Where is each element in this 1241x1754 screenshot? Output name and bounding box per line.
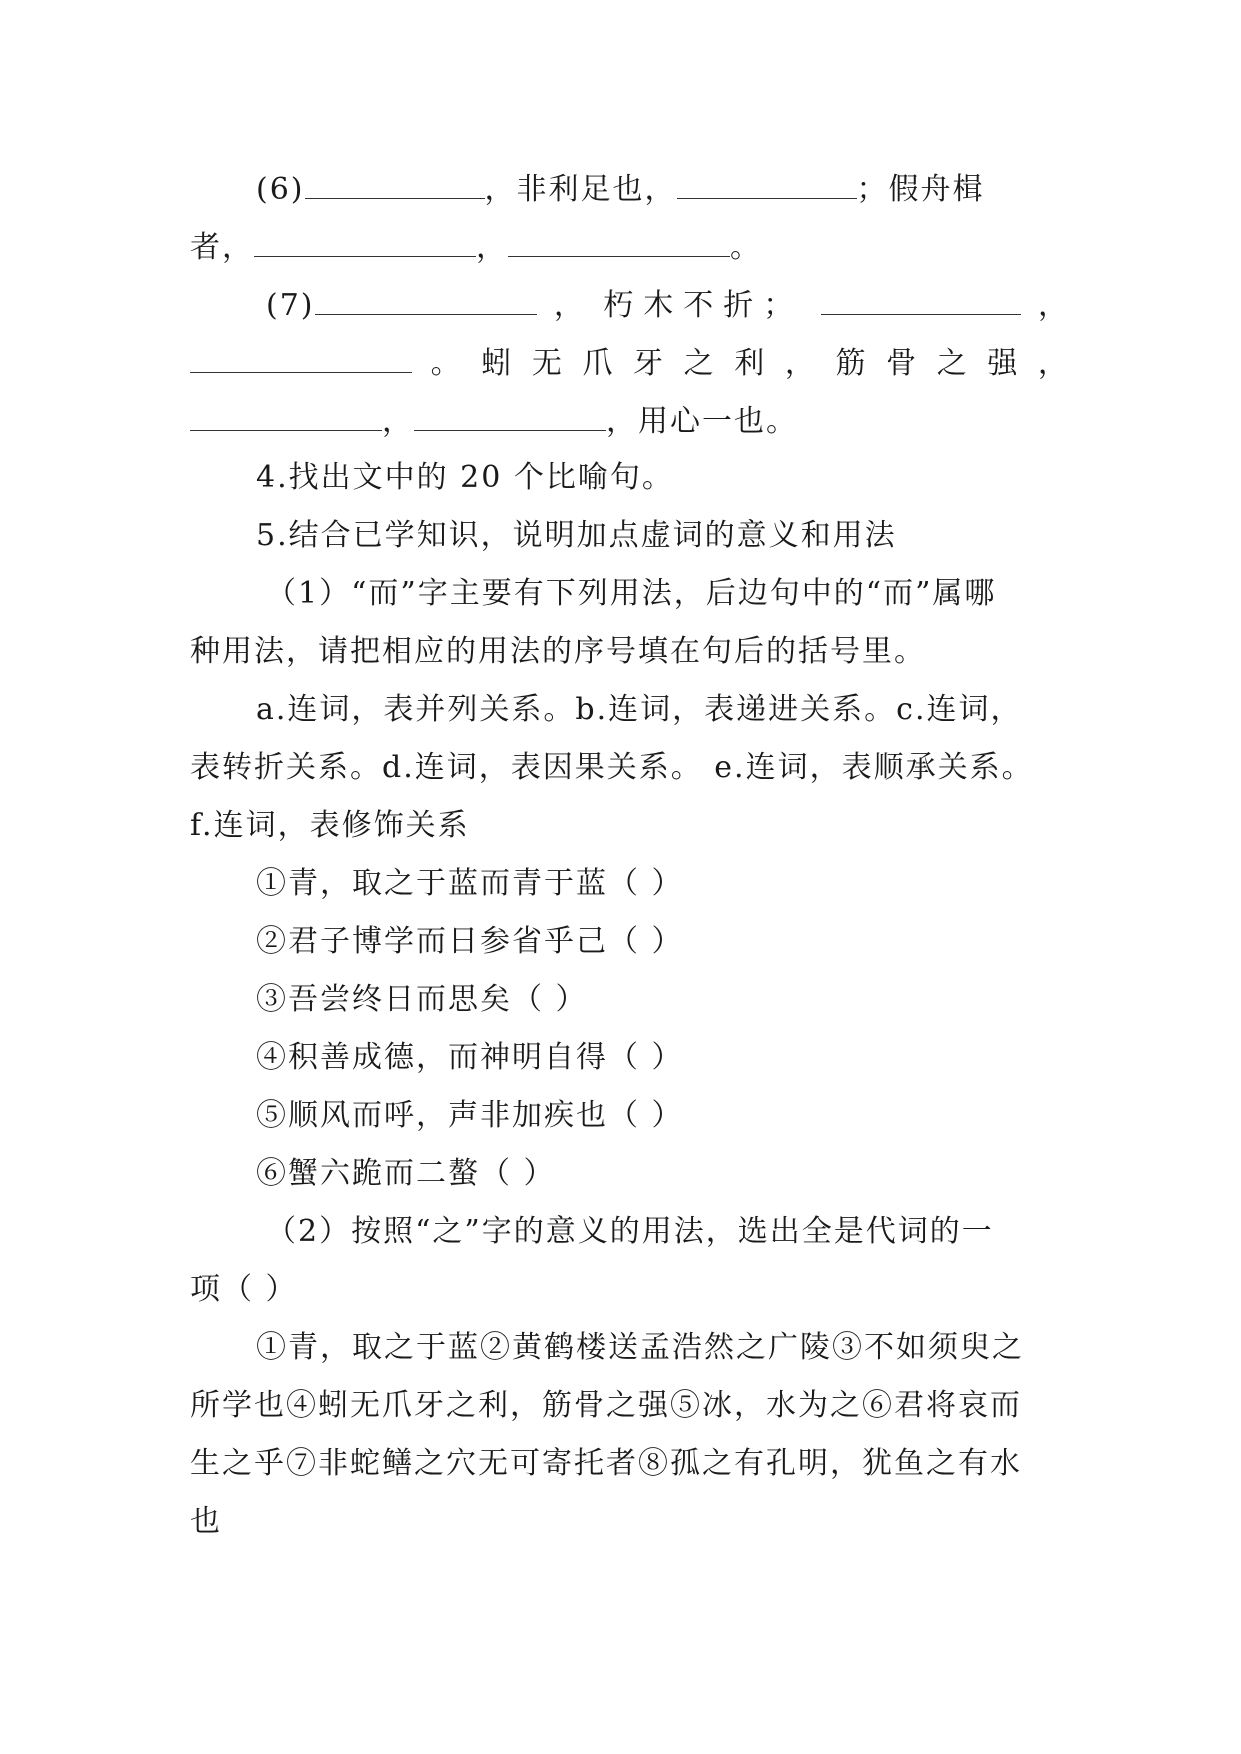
- q3-item7-text3: 用心一也。: [638, 404, 798, 439]
- q3-item7-line2: [190, 342, 1070, 384]
- q3-item7-char: 骨: [886, 346, 919, 381]
- q3-item6-label: (6): [256, 172, 305, 207]
- q5-part1-prompt-line1: （1）“而”字主要有下列用法，后边句中的“而”属哪: [266, 576, 997, 611]
- fill-blank[interactable]: [190, 342, 412, 373]
- fill-blank[interactable]: [677, 168, 857, 199]
- q5-part1-options-line3: f.连词，表修饰关系: [190, 808, 470, 843]
- q5-part2-prompt-line1: （2）按照“之”字的意义的用法，选出全是代词的一: [266, 1214, 994, 1249]
- q3-item7-char: 筋: [835, 346, 868, 381]
- q5-part1-item: ④积善成德，而神明自得（ ）: [256, 1040, 684, 1075]
- q5-part1-item: ③吾尝终日而思矣（ ）: [256, 982, 588, 1017]
- fill-blank[interactable]: [508, 226, 730, 257]
- q5-part2-prompt-line2: 项（ ）: [190, 1272, 298, 1307]
- q3-item7-comma1: ，: [553, 288, 586, 323]
- q3-item6-period: 。: [730, 230, 762, 265]
- q3-item7-char: ，: [784, 346, 817, 381]
- q3-item7-line1: [266, 284, 1070, 326]
- q3-item7-line3: [190, 400, 1070, 442]
- fill-blank[interactable]: [305, 168, 485, 199]
- q5-part2-options-line2: 所学也④蚓无爪牙之利，筋骨之强⑤冰，水为之⑥君将哀而: [190, 1388, 1022, 1423]
- fill-blank[interactable]: [414, 400, 606, 431]
- q5-part1-prompt-line2: 种用法，请把相应的用法的序号填在句后的括号里。: [190, 634, 926, 669]
- q5-part1-options-line2: 表转折关系。d.连词，表因果关系。 e.连词，表顺承关系。: [190, 750, 1034, 785]
- q5-part1-item: ⑥蟹六跪而二螯（ ）: [256, 1156, 556, 1191]
- q3-item6-line2: [190, 226, 1070, 268]
- q3-item6-line1: [256, 168, 1070, 210]
- q3-item6-text3: 者，: [190, 230, 254, 265]
- q3-item7-comma4: ，: [606, 404, 638, 439]
- q3-item6-comma2: ，: [476, 230, 508, 265]
- q3-item6-text2: 假舟楫: [888, 172, 985, 207]
- q3-item7-char: 之: [683, 346, 716, 381]
- q3-item6-semicolon: ；: [856, 172, 889, 207]
- fill-blank[interactable]: [821, 284, 1021, 315]
- q3-item7-comma3: ，: [382, 404, 414, 439]
- fill-blank[interactable]: [315, 284, 537, 315]
- q3-item7-label: (7): [266, 288, 315, 323]
- q3-item7-char: 利: [734, 346, 767, 381]
- q3-item7-char: 之: [936, 346, 969, 381]
- q3-item7-period: 。: [430, 346, 463, 381]
- q3-item6-text1: 非利足也，: [516, 172, 677, 207]
- q5-part1-item: ②君子博学而日参省乎己（ ）: [256, 924, 684, 959]
- q5-part2-options-line4: 也: [190, 1504, 222, 1539]
- q3-item7-char: 爪: [582, 346, 615, 381]
- q3-item7-char: ，: [1037, 346, 1070, 381]
- q5-part2-options-line3: 生之乎⑦非蛇鳝之穴无可寄托者⑧孤之有孔明，犹鱼之有水: [190, 1446, 1022, 1481]
- q3-item7-comma2: ，: [1038, 288, 1070, 323]
- q3-item7-char: 蚓: [481, 346, 514, 381]
- q5-part1-item: ①青，取之于蓝而青于蓝（ ）: [256, 866, 684, 901]
- q5-part1-options-line1: a.连词，表并列关系。b.连词，表递进关系。c.连词，: [256, 692, 1023, 727]
- fill-blank[interactable]: [190, 400, 382, 431]
- q3-item7-char: 牙: [633, 346, 666, 381]
- q5-part2-options-line1: ①青，取之于蓝②黄鹤楼送孟浩然之广陵③不如须臾之: [256, 1330, 1024, 1365]
- q3-item7-text1: 朽木不折；: [603, 288, 804, 323]
- q5-part1-item: ⑤顺风而呼，声非加疾也（ ）: [256, 1098, 684, 1133]
- fill-blank[interactable]: [254, 226, 476, 257]
- q3-item7-char: 强: [987, 346, 1020, 381]
- question-4: 4.找出文中的 20 个比喻句。: [256, 460, 674, 495]
- q3-item6-comma1: ，: [484, 172, 517, 207]
- q3-item7-char: 无: [531, 346, 564, 381]
- question-5-title: 5.结合已学知识，说明加点虚词的意义和用法: [256, 518, 897, 553]
